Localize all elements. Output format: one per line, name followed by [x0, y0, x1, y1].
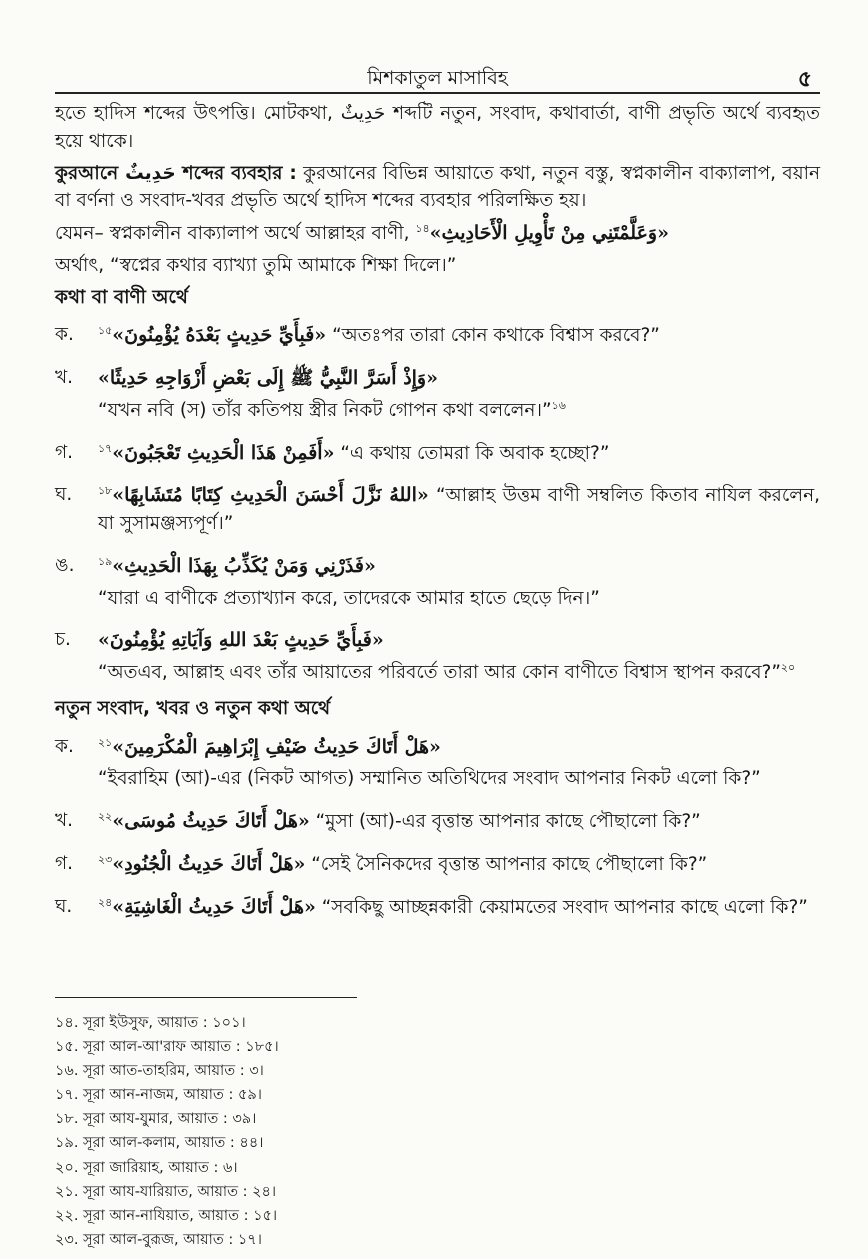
item-line: [98, 481, 820, 538]
list-item: [55, 893, 820, 926]
verse-meaning: “এ কথায় তোমরা কি অবাক হচ্ছো?”: [334, 442, 610, 464]
item-marker: ক.: [55, 324, 74, 346]
item-content: [98, 850, 820, 883]
section-news: [55, 733, 820, 926]
footnote-entry: ২১. সূরা আয-যারিয়াত, আয়াত : ২৪।: [55, 1183, 277, 1200]
usage-text: কুরআনের বিভিন্ন আয়াতে কথা, নতুন বস্তু, স্বপ্নকালীন বাক্যালাপ, বয়ান বা বর্ণনা ও সংবাদ-খবর প্রভৃতি অর্থে হাদিস শব্দের ব্যবহার পরিলক্ষিত হয়।: [55, 162, 820, 212]
item-line: [98, 439, 820, 468]
footnote-entry: ২৩. সূরা আল-বুরূজ, আয়াত : ১৭।: [55, 1231, 262, 1248]
list-item: [55, 364, 820, 429]
translation-text: “অতএব, আল্লাহ এবং তাঁর আয়াতের পরিবর্তে তারা আর কোন বাণীতে বিশ্বাস স্থাপন করবে?”: [98, 662, 781, 683]
arabic-verse: «فَبِأَيِّ حَدِيثٍ بَعْدَ اللهِ وَآيَاتِهِ يُؤْمِنُونَ»: [98, 629, 384, 652]
book-title: মিশকাতুল মাসাবিহ: [367, 67, 508, 89]
footnote-entry: ১৬. সূরা আত-তাহরিম, আয়াত : ৩।: [55, 1063, 264, 1080]
item-line: [98, 733, 820, 762]
intro-paragraph: হতে হাদিস শব্দের উৎপত্তি। মোটকথা, حَدِيثٌ শব্দটি নতুন, সংবাদ, কথাবার্তা, বাণী প্রভৃতি অর্থে ব্যবহৃত হয়ে থাকে।: [55, 103, 820, 152]
list-item: [55, 626, 820, 691]
list-item: [55, 552, 820, 617]
item-content: [98, 364, 820, 429]
item-line: [98, 850, 820, 879]
footnote-ref: ২৩: [98, 852, 113, 866]
item-marker: চ.: [55, 629, 71, 651]
item-line: [98, 893, 820, 922]
arabic-verse: «أَفَمِنْ هَذَا الْحَدِيثِ تَعْجَبُونَ»: [112, 441, 335, 464]
footnote-entry: ১৯. সূরা আল-কলাম, আয়াত : ৪৪।: [55, 1135, 264, 1152]
arabic-verse: «هَلْ أَتَاكَ حَدِيثُ الْجُنُودِ»: [112, 852, 306, 875]
verse-meaning: “অতঃপর তারা কোন কথাকে বিশ্বাস করবে?”: [326, 325, 660, 347]
item-marker: খ.: [55, 367, 74, 388]
meaning-paragraph: অর্থাৎ, “স্বপ্নের কথার ব্যাখ্যা তুমি আমাকে শিক্ষা দিলে।”: [55, 254, 457, 276]
translation-line: [98, 765, 820, 793]
item-marker: ক.: [55, 735, 74, 757]
footnote-ref: ১৪: [415, 221, 430, 235]
item-marker: গ.: [55, 852, 74, 874]
footnote-entry: ১৪. সূরা ইউসুফ, আয়াত : ১০১।: [55, 1015, 246, 1031]
footnote-ref: ২২: [98, 809, 113, 823]
arabic-verse: «اللهُ نَزَّلَ أَحْسَنَ الْحَدِيثِ كِتَابًا مُتَشَابِهًا»: [112, 484, 429, 507]
footnote-ref: ১৮: [98, 484, 113, 498]
item-marker: ঙ.: [55, 554, 75, 576]
item-marker: গ.: [55, 441, 74, 463]
footnote-ref: ১৫: [98, 324, 113, 338]
arabic-verse: «هَلْ أَتَاكَ حَدِيثُ الْغَاشِيَةِ»: [112, 895, 316, 918]
arabic-verse: «فَبِأَيِّ حَدِيثٍ بَعْدَهُ يُؤْمِنُونَ»: [112, 324, 327, 347]
item-marker: ঘ.: [55, 484, 73, 506]
verse-meaning: “সবকিছু আচ্ছন্নকারী কেয়ামতের সংবাদ আপনার কাছে এলো কি?”: [315, 896, 808, 918]
verse-meaning: “মুসা (আ)-এর বৃত্তান্ত আপনার কাছে পৌছালো কি?”: [309, 811, 701, 832]
usage-lead: কুরআনে حَدِيثٌ শব্দের ব্যবহার :: [55, 162, 297, 184]
arabic-verse: «وَعَلَّمْتَنِي مِنْ تَأْوِيلِ الْأَحَادِيثِ»: [429, 222, 669, 244]
running-header: [55, 58, 820, 94]
item-content: [98, 552, 820, 617]
item-line: [98, 807, 820, 836]
list-item: [55, 850, 820, 883]
footnote-entry: ১৮. সূরা আয-যুমার, আয়াত : ৩৯।: [55, 1111, 257, 1128]
footnotes: [55, 1011, 279, 1252]
footnote-ref: ১৬: [551, 398, 566, 412]
item-content: [98, 321, 820, 354]
section-speech: [55, 321, 820, 691]
translation-text: “ইবরাহিম (আ)-এর (নিকট আগত) সম্মানিত অতিথিদের সংবাদ আপনার নিকট এলো কি?”: [98, 768, 761, 790]
verse-meaning: “সেই সৈনিকদের বৃত্তান্ত আপনার কাছে পৌছালো কি?”: [305, 853, 708, 875]
footnote-divider: [55, 997, 357, 998]
section-heading: নতুন সংবাদ, খবর ও নতুন কথা অর্থে: [55, 697, 331, 719]
item-content: [98, 626, 820, 691]
example-paragraph: [55, 219, 820, 248]
footnote-ref: ২৪: [98, 895, 113, 909]
footnote-ref: ১৯: [98, 554, 113, 568]
item-content: [98, 439, 820, 472]
footnote-entry: ২০. সূরা জারিয়াহ, আয়াত : ৬।: [55, 1159, 238, 1176]
example-text: যেমন– স্বপ্নকালীন বাক্যালাপ অর্থে আল্লাহর বাণী,: [55, 223, 416, 244]
arabic-verse: «وَإِذْ أَسَرَّ النَّبِيُّ ﷺ إِلَى بَعْضِ أَزْوَاجِهِ حَدِيثًا»: [98, 367, 438, 389]
translation-line: [98, 397, 820, 425]
section-heading: কথা বা বাণী অর্থে: [55, 286, 188, 308]
item-marker: খ.: [55, 810, 74, 831]
page-body: [55, 100, 820, 929]
footnote-entry: ১৭. সূরা আন-নাজম, আয়াত : ৫৯।: [55, 1087, 262, 1104]
item-line: [98, 626, 820, 655]
translation-line: [98, 659, 820, 687]
item-line: [98, 364, 820, 393]
item-content: [98, 893, 820, 926]
arabic-verse: «هَلْ أَتَاكَ حَدِيثُ مُوسَى»: [112, 810, 310, 832]
item-content: [98, 733, 820, 798]
item-marker: ঘ.: [55, 895, 73, 917]
list-item: [55, 733, 820, 798]
list-item: [55, 807, 820, 840]
item-content: [98, 807, 820, 840]
list-item: [55, 321, 820, 354]
arabic-verse: «فَذَرْنِي وَمَنْ يُكَذِّبُ بِهَذَا الْحَدِيثِ»: [112, 554, 376, 577]
item-line: [98, 321, 820, 350]
usage-paragraph: [55, 160, 820, 216]
footnote-ref: ২১: [98, 735, 113, 749]
list-item: [55, 439, 820, 472]
page-number: ৫: [797, 67, 812, 92]
footnote-entry: ২২. সূরা আন-নাযিয়াত, আয়াত : ১৫।: [55, 1207, 278, 1224]
arabic-verse: «هَلْ أَتَاكَ حَدِيثُ ضَيْفِ إِبْرَاهِيمَ الْمُكْرَمِينَ»: [112, 735, 441, 758]
footnote-ref: ১৭: [98, 441, 113, 455]
translation-text: “যারা এ বাণীকে প্রত্যাখ্যান করে, তাদেরকে আমার হাতে ছেড়ে দিন।”: [98, 587, 600, 609]
translation-line: [98, 585, 820, 613]
item-line: [98, 552, 820, 581]
item-content: [98, 481, 820, 542]
verse-meaning: “আল্লাহ উত্তম বাণী সম্বলিত কিতাব নাযিল করলেন, যা সুসামঞ্জস্যপূর্ণ।”: [98, 485, 821, 534]
list-item: [55, 481, 820, 542]
footnote-ref: ২০: [780, 660, 796, 674]
translation-text: “যখন নবি (স) তাঁর কতিপয় স্ত্রীর নিকট গোপন কথা বললেন।”: [98, 399, 552, 421]
footnote-entry: ১৫. সূরা আল-আ'রাফ আয়াত : ১৮৫।: [55, 1039, 279, 1056]
